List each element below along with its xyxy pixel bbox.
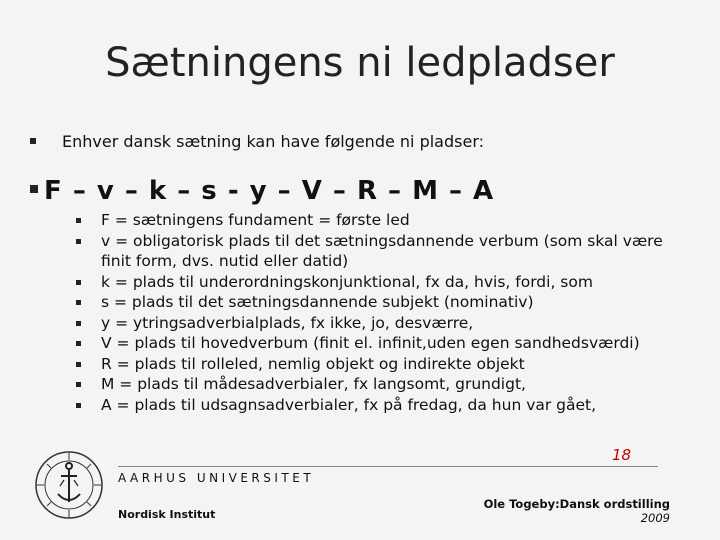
university-name: AARHUS UNIVERSITET xyxy=(118,471,315,485)
list-item xyxy=(76,313,676,334)
author-credit xyxy=(484,497,670,525)
intro-text: Enhver dansk sætning kan have følgende ni pladser: xyxy=(62,132,484,151)
list-item-text: R = plads til rolleled, nemlig objekt og indirekte objekt xyxy=(101,354,525,373)
list-item-text: k = plads til underordningskonjunktional, fx da, hvis, fordi, som xyxy=(101,272,593,291)
bullet-square-icon xyxy=(76,382,81,387)
list-item xyxy=(76,231,676,272)
list-item-text: A = plads til udsagnsadverbialer, fx på fredag, da hun var gået, xyxy=(101,395,597,414)
list-item xyxy=(76,374,676,395)
list-item-text: V = plads til hovedverbum (finit el. infinit,uden egen sandhedsværdi) xyxy=(101,334,640,352)
page-number: 18 xyxy=(612,446,632,464)
footer-divider xyxy=(118,466,658,467)
bullet-square-icon xyxy=(76,300,81,305)
list-item xyxy=(76,333,676,354)
bullet-square-icon xyxy=(30,138,36,144)
year-text: 2009 xyxy=(640,511,670,525)
list-item-text: s = plads til det sætningsdannende subjekt (nominativ) xyxy=(101,293,534,311)
list-item xyxy=(76,272,676,293)
bullet-square-icon xyxy=(76,239,81,244)
list-item xyxy=(76,354,676,375)
intro-bullet xyxy=(30,132,484,151)
formula-bullet xyxy=(30,176,494,206)
list-item xyxy=(76,292,676,313)
bullet-square-icon xyxy=(76,403,81,408)
bullet-square-icon xyxy=(30,185,38,193)
list-item-text: M = plads til mådesadverbialer, fx langsomt, grundigt, xyxy=(101,375,526,393)
list-item-text: y = ytringsadverbialplads, fx ikke, jo, desværre, xyxy=(101,313,474,332)
list-item-text: v = obligatorisk plads til det sætningsdannende verbum (som skal være finit form, dvs. nutid eller datid) xyxy=(101,231,663,270)
bullet-square-icon xyxy=(76,362,81,367)
list-item-text: F = sætningens fundament = første led xyxy=(101,211,410,229)
formula-text: F – v – k – s - y – V – R – M – A xyxy=(44,176,495,206)
bullet-square-icon xyxy=(76,218,81,223)
author-text: Ole Togeby:Dansk ordstilling xyxy=(483,497,670,511)
university-seal-icon xyxy=(34,450,104,520)
bullet-square-icon xyxy=(76,341,81,346)
bullet-square-icon xyxy=(76,280,81,285)
list-item xyxy=(76,210,676,231)
institute-name: Nordisk Institut xyxy=(118,508,216,521)
slide-title: Sætningens ni ledpladser xyxy=(105,40,615,86)
list-item xyxy=(76,395,676,416)
bullet-square-icon xyxy=(76,321,81,326)
slot-list xyxy=(76,210,676,415)
